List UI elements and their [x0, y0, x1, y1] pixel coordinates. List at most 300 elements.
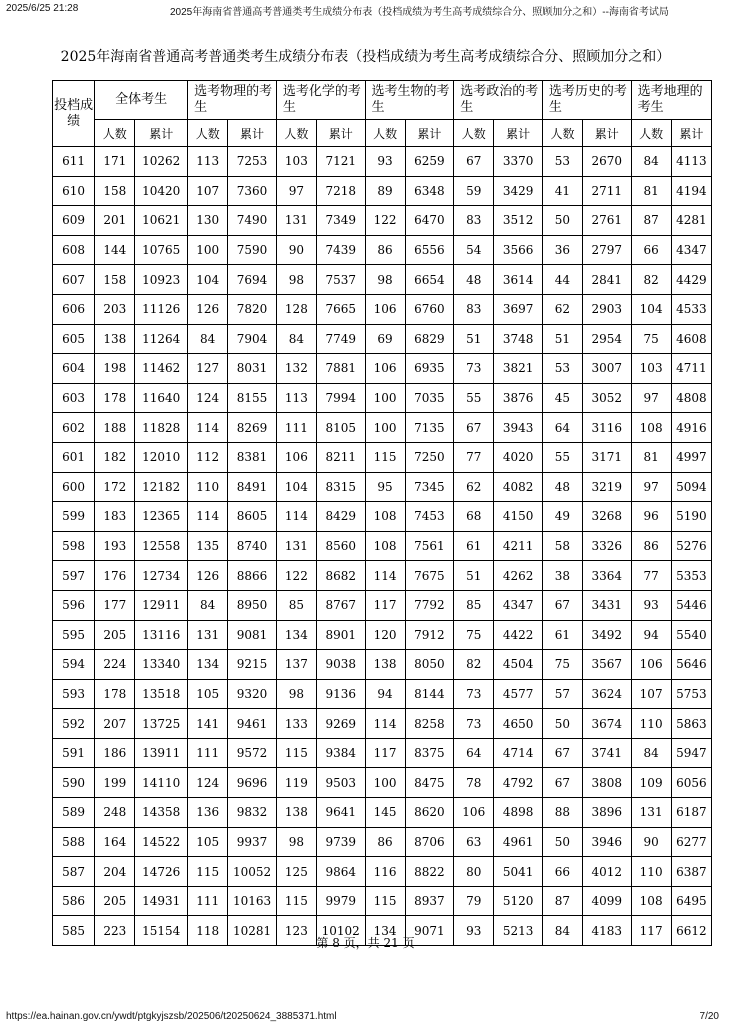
count-cell: 144: [95, 235, 135, 265]
count-cell: 69: [365, 324, 405, 354]
count-cell: 126: [188, 561, 228, 591]
count-cell: 82: [454, 650, 494, 680]
count-cell: 103: [276, 147, 316, 177]
cumulative-cell: 13518: [135, 679, 188, 709]
cumulative-cell: 8740: [228, 531, 277, 561]
count-cell: 138: [365, 650, 405, 680]
table-row: [53, 472, 712, 502]
table-row: [53, 827, 712, 857]
count-cell: 127: [188, 354, 228, 384]
cumulative-cell: 2903: [583, 294, 632, 324]
count-cell: 106: [631, 650, 671, 680]
cumulative-cell: 5646: [671, 650, 711, 680]
score-cell: 589: [53, 798, 95, 828]
table-row: [53, 768, 712, 798]
cumulative-cell: 4262: [494, 561, 543, 591]
score-cell: 607: [53, 265, 95, 295]
count-cell: 183: [95, 502, 135, 532]
cumulative-cell: 7590: [228, 235, 277, 265]
cumulative-cell: 7218: [316, 176, 365, 206]
count-cell: 88: [542, 798, 582, 828]
cumulative-cell: 9215: [228, 650, 277, 680]
count-cell: 67: [454, 147, 494, 177]
score-cell: 592: [53, 709, 95, 739]
table-row: [53, 709, 712, 739]
cumulative-cell: 3946: [583, 827, 632, 857]
count-cell: 117: [365, 738, 405, 768]
count-cell: 73: [454, 709, 494, 739]
count-cell: 87: [542, 886, 582, 916]
cumulative-cell: 6495: [671, 886, 711, 916]
count-cell: 97: [276, 176, 316, 206]
count-cell: 100: [365, 413, 405, 443]
count-cell: 67: [542, 738, 582, 768]
cumulative-cell: 10281: [228, 916, 277, 946]
count-cell: 83: [454, 294, 494, 324]
count-cell: 201: [95, 206, 135, 236]
cumulative-cell: 4082: [494, 472, 543, 502]
print-footer: [0, 1009, 731, 1024]
cumulative-cell: 4533: [671, 294, 711, 324]
count-cell: 106: [365, 354, 405, 384]
cumulative-cell: 3876: [494, 383, 543, 413]
score-cell: 602: [53, 413, 95, 443]
cumulative-cell: 3896: [583, 798, 632, 828]
count-cell: 59: [454, 176, 494, 206]
count-cell: 223: [95, 916, 135, 946]
count-cell: 64: [542, 413, 582, 443]
count-cell: 36: [542, 235, 582, 265]
group-header-chemistry: 选考化学的考生: [276, 81, 365, 120]
cumulative-cell: 12365: [135, 502, 188, 532]
count-cell: 224: [95, 650, 135, 680]
count-cell: 86: [365, 827, 405, 857]
count-cell: 67: [542, 768, 582, 798]
cumulative-cell: 8381: [228, 442, 277, 472]
cumulative-cell: 7820: [228, 294, 277, 324]
table-row: [53, 502, 712, 532]
count-cell: 87: [631, 206, 671, 236]
count-cell: 131: [188, 620, 228, 650]
count-cell: 97: [631, 472, 671, 502]
count-cell: 105: [188, 679, 228, 709]
count-cell: 77: [631, 561, 671, 591]
cumulative-cell: 4711: [671, 354, 711, 384]
count-cell: 67: [454, 413, 494, 443]
document-title: 2025年海南省普通高考普通类考生成绩分布表（投档成绩为考生高考成绩综合分、照顾加分之和）: [60, 49, 671, 65]
cumulative-cell: 4504: [494, 650, 543, 680]
count-cell: 138: [276, 798, 316, 828]
cumulative-cell: 5863: [671, 709, 711, 739]
cumulative-cell: 7035: [405, 383, 454, 413]
cumulative-cell: 6654: [405, 265, 454, 295]
count-cell: 111: [276, 413, 316, 443]
cumulative-cell: 4577: [494, 679, 543, 709]
cumulative-cell: 7749: [316, 324, 365, 354]
sub-header-cumulative: 累计: [316, 120, 365, 147]
count-cell: 73: [454, 679, 494, 709]
score-cell: 596: [53, 590, 95, 620]
cumulative-cell: 2761: [583, 206, 632, 236]
count-cell: 83: [454, 206, 494, 236]
count-cell: 107: [188, 176, 228, 206]
count-cell: 93: [631, 590, 671, 620]
cumulative-cell: 4997: [671, 442, 711, 472]
cumulative-cell: 6470: [405, 206, 454, 236]
cumulative-cell: 5190: [671, 502, 711, 532]
cumulative-cell: 4194: [671, 176, 711, 206]
cumulative-cell: 4916: [671, 413, 711, 443]
count-cell: 134: [188, 650, 228, 680]
cumulative-cell: 7904: [228, 324, 277, 354]
cumulative-cell: 7453: [405, 502, 454, 532]
count-cell: 81: [631, 176, 671, 206]
cumulative-cell: 8429: [316, 502, 365, 532]
score-cell: 585: [53, 916, 95, 946]
count-cell: 45: [542, 383, 582, 413]
cumulative-cell: 13911: [135, 738, 188, 768]
cumulative-cell: 7881: [316, 354, 365, 384]
table-row: [53, 620, 712, 650]
table-row: [53, 650, 712, 680]
cumulative-cell: 5753: [671, 679, 711, 709]
table-sub-header-row: [53, 120, 712, 147]
cumulative-cell: 3326: [583, 531, 632, 561]
score-cell: 599: [53, 502, 95, 532]
count-cell: 84: [276, 324, 316, 354]
count-cell: 97: [631, 383, 671, 413]
count-cell: 132: [276, 354, 316, 384]
count-cell: 41: [542, 176, 582, 206]
cumulative-cell: 2797: [583, 235, 632, 265]
score-distribution-table: [52, 80, 712, 946]
cumulative-cell: 6187: [671, 798, 711, 828]
count-cell: 77: [454, 442, 494, 472]
cumulative-cell: 8144: [405, 679, 454, 709]
count-cell: 198: [95, 354, 135, 384]
cumulative-cell: 12558: [135, 531, 188, 561]
cumulative-cell: 11828: [135, 413, 188, 443]
count-cell: 116: [365, 857, 405, 887]
cumulative-cell: 14358: [135, 798, 188, 828]
cumulative-cell: 4099: [583, 886, 632, 916]
cumulative-cell: 8706: [405, 827, 454, 857]
score-cell: 601: [53, 442, 95, 472]
cumulative-cell: 12734: [135, 561, 188, 591]
print-url: https://ea.hainan.gov.cn/ywdt/ptgkyjszsb/202506/t20250624_3885371.html: [6, 1011, 337, 1022]
cumulative-cell: 7135: [405, 413, 454, 443]
count-cell: 248: [95, 798, 135, 828]
cumulative-cell: 3821: [494, 354, 543, 384]
count-cell: 130: [188, 206, 228, 236]
cumulative-cell: 8050: [405, 650, 454, 680]
count-cell: 203: [95, 294, 135, 324]
table-row: [53, 886, 712, 916]
count-cell: 141: [188, 709, 228, 739]
cumulative-cell: 8105: [316, 413, 365, 443]
score-cell: 590: [53, 768, 95, 798]
cumulative-cell: 7360: [228, 176, 277, 206]
count-cell: 98: [365, 265, 405, 295]
cumulative-cell: 8211: [316, 442, 365, 472]
count-cell: 86: [365, 235, 405, 265]
count-cell: 86: [631, 531, 671, 561]
cumulative-cell: 7694: [228, 265, 277, 295]
cumulative-cell: 6348: [405, 176, 454, 206]
table-row: [53, 294, 712, 324]
cumulative-cell: 8491: [228, 472, 277, 502]
sub-header-count: 人数: [95, 120, 135, 147]
cumulative-cell: 6556: [405, 235, 454, 265]
cumulative-cell: 9832: [228, 798, 277, 828]
cumulative-cell: 3512: [494, 206, 543, 236]
count-cell: 106: [454, 798, 494, 828]
score-cell: 605: [53, 324, 95, 354]
cumulative-cell: 3370: [494, 147, 543, 177]
sub-header-cumulative: 累计: [583, 120, 632, 147]
score-cell: 606: [53, 294, 95, 324]
count-cell: 75: [454, 620, 494, 650]
cumulative-cell: 12010: [135, 442, 188, 472]
score-cell: 603: [53, 383, 95, 413]
cumulative-cell: 6829: [405, 324, 454, 354]
count-cell: 128: [276, 294, 316, 324]
cumulative-cell: 8315: [316, 472, 365, 502]
cumulative-cell: 4012: [583, 857, 632, 887]
cumulative-cell: 5094: [671, 472, 711, 502]
sub-header-count: 人数: [454, 120, 494, 147]
cumulative-cell: 9572: [228, 738, 277, 768]
table-row: [53, 176, 712, 206]
count-cell: 137: [276, 650, 316, 680]
cumulative-cell: 10163: [228, 886, 277, 916]
cumulative-cell: 10765: [135, 235, 188, 265]
cumulative-cell: 3566: [494, 235, 543, 265]
count-cell: 106: [365, 294, 405, 324]
count-cell: 114: [188, 502, 228, 532]
count-cell: 115: [365, 442, 405, 472]
table-row: [53, 147, 712, 177]
count-cell: 134: [365, 916, 405, 946]
count-cell: 55: [454, 383, 494, 413]
count-cell: 164: [95, 827, 135, 857]
count-cell: 120: [365, 620, 405, 650]
count-cell: 104: [276, 472, 316, 502]
count-cell: 114: [365, 561, 405, 591]
cumulative-cell: 10262: [135, 147, 188, 177]
count-cell: 81: [631, 442, 671, 472]
count-cell: 49: [542, 502, 582, 532]
cumulative-cell: 4608: [671, 324, 711, 354]
score-cell: 595: [53, 620, 95, 650]
cumulative-cell: 4281: [671, 206, 711, 236]
cumulative-cell: 9461: [228, 709, 277, 739]
count-cell: 177: [95, 590, 135, 620]
count-cell: 108: [631, 413, 671, 443]
count-cell: 136: [188, 798, 228, 828]
table-row: [53, 590, 712, 620]
cumulative-cell: 9937: [228, 827, 277, 857]
count-cell: 205: [95, 620, 135, 650]
score-cell: 608: [53, 235, 95, 265]
cumulative-cell: 14110: [135, 768, 188, 798]
count-cell: 89: [365, 176, 405, 206]
cumulative-cell: 4714: [494, 738, 543, 768]
cumulative-cell: 10052: [228, 857, 277, 887]
cumulative-cell: 7675: [405, 561, 454, 591]
page-number: 第 8 页，共 21 页: [316, 936, 415, 950]
sub-header-cumulative: 累计: [135, 120, 188, 147]
cumulative-cell: 3219: [583, 472, 632, 502]
cumulative-cell: 2711: [583, 176, 632, 206]
count-cell: 103: [631, 354, 671, 384]
count-cell: 78: [454, 768, 494, 798]
sub-header-cumulative: 累计: [228, 120, 277, 147]
count-cell: 109: [631, 768, 671, 798]
count-cell: 100: [365, 383, 405, 413]
count-cell: 51: [454, 324, 494, 354]
cumulative-cell: 3364: [583, 561, 632, 591]
cumulative-cell: 4020: [494, 442, 543, 472]
count-cell: 131: [631, 798, 671, 828]
cumulative-cell: 8605: [228, 502, 277, 532]
count-cell: 111: [188, 886, 228, 916]
count-cell: 119: [276, 768, 316, 798]
cumulative-cell: 4898: [494, 798, 543, 828]
print-header: [0, 0, 731, 18]
print-page-index: 7/20: [699, 1011, 719, 1022]
count-cell: 124: [188, 768, 228, 798]
cumulative-cell: 3431: [583, 590, 632, 620]
cumulative-cell: 2670: [583, 147, 632, 177]
cumulative-cell: 15154: [135, 916, 188, 946]
cumulative-cell: 7253: [228, 147, 277, 177]
count-cell: 110: [631, 709, 671, 739]
cumulative-cell: 5540: [671, 620, 711, 650]
score-cell: 591: [53, 738, 95, 768]
cumulative-cell: 8937: [405, 886, 454, 916]
cumulative-cell: 8475: [405, 768, 454, 798]
count-cell: 84: [631, 147, 671, 177]
count-cell: 193: [95, 531, 135, 561]
cumulative-cell: 4961: [494, 827, 543, 857]
table-row: [53, 857, 712, 887]
group-header-physics: 选考物理的考生: [188, 81, 277, 120]
cumulative-cell: 8560: [316, 531, 365, 561]
cumulative-cell: 3429: [494, 176, 543, 206]
count-cell: 63: [454, 827, 494, 857]
cumulative-cell: 8901: [316, 620, 365, 650]
count-cell: 62: [542, 294, 582, 324]
cumulative-cell: 10102: [316, 916, 365, 946]
count-cell: 186: [95, 738, 135, 768]
cumulative-cell: 4150: [494, 502, 543, 532]
score-cell: 593: [53, 679, 95, 709]
cumulative-cell: 4422: [494, 620, 543, 650]
count-cell: 178: [95, 383, 135, 413]
cumulative-cell: 3171: [583, 442, 632, 472]
cumulative-cell: 9384: [316, 738, 365, 768]
cumulative-cell: 3748: [494, 324, 543, 354]
cumulative-cell: 11126: [135, 294, 188, 324]
cumulative-cell: 8682: [316, 561, 365, 591]
cumulative-cell: 5446: [671, 590, 711, 620]
count-cell: 82: [631, 265, 671, 295]
count-cell: 122: [276, 561, 316, 591]
score-cell: 598: [53, 531, 95, 561]
cumulative-cell: 3052: [583, 383, 632, 413]
count-cell: 95: [365, 472, 405, 502]
count-cell: 108: [631, 886, 671, 916]
cumulative-cell: 2841: [583, 265, 632, 295]
count-cell: 85: [276, 590, 316, 620]
count-cell: 126: [188, 294, 228, 324]
score-cell: 588: [53, 827, 95, 857]
count-cell: 115: [188, 857, 228, 887]
cumulative-cell: 4650: [494, 709, 543, 739]
count-cell: 44: [542, 265, 582, 295]
cumulative-cell: 9071: [405, 916, 454, 946]
count-cell: 61: [542, 620, 582, 650]
cumulative-cell: 7912: [405, 620, 454, 650]
cumulative-cell: 7250: [405, 442, 454, 472]
cumulative-cell: 11640: [135, 383, 188, 413]
cumulative-cell: 6259: [405, 147, 454, 177]
count-cell: 48: [542, 472, 582, 502]
cumulative-cell: 6277: [671, 827, 711, 857]
cumulative-cell: 12911: [135, 590, 188, 620]
count-cell: 50: [542, 827, 582, 857]
table-row: [53, 265, 712, 295]
count-cell: 68: [454, 502, 494, 532]
score-column-header: 投档成绩: [53, 81, 95, 147]
print-page-title: 2025年海南省普通高考普通类考生成绩分布表（投档成绩为考生高考成绩综合分、照顾加分之和）--海南省考试局: [170, 7, 669, 18]
cumulative-cell: 14931: [135, 886, 188, 916]
table-row: [53, 561, 712, 591]
count-cell: 90: [276, 235, 316, 265]
count-cell: 93: [454, 916, 494, 946]
cumulative-cell: 5947: [671, 738, 711, 768]
cumulative-cell: 9864: [316, 857, 365, 887]
table-row: [53, 798, 712, 828]
count-cell: 96: [631, 502, 671, 532]
count-cell: 145: [365, 798, 405, 828]
cumulative-cell: 3674: [583, 709, 632, 739]
table-row: [53, 413, 712, 443]
cumulative-cell: 3567: [583, 650, 632, 680]
count-cell: 79: [454, 886, 494, 916]
count-cell: 75: [542, 650, 582, 680]
cumulative-cell: 4347: [671, 235, 711, 265]
count-cell: 80: [454, 857, 494, 887]
cumulative-cell: 9136: [316, 679, 365, 709]
cumulative-cell: 7792: [405, 590, 454, 620]
cumulative-cell: 9739: [316, 827, 365, 857]
sub-header-count: 人数: [365, 120, 405, 147]
count-cell: 58: [542, 531, 582, 561]
cumulative-cell: 3943: [494, 413, 543, 443]
count-cell: 98: [276, 827, 316, 857]
count-cell: 114: [276, 502, 316, 532]
count-cell: 93: [365, 147, 405, 177]
count-cell: 106: [276, 442, 316, 472]
cumulative-cell: 9696: [228, 768, 277, 798]
count-cell: 108: [365, 502, 405, 532]
count-cell: 135: [188, 531, 228, 561]
cumulative-cell: 13340: [135, 650, 188, 680]
count-cell: 131: [276, 206, 316, 236]
count-cell: 112: [188, 442, 228, 472]
